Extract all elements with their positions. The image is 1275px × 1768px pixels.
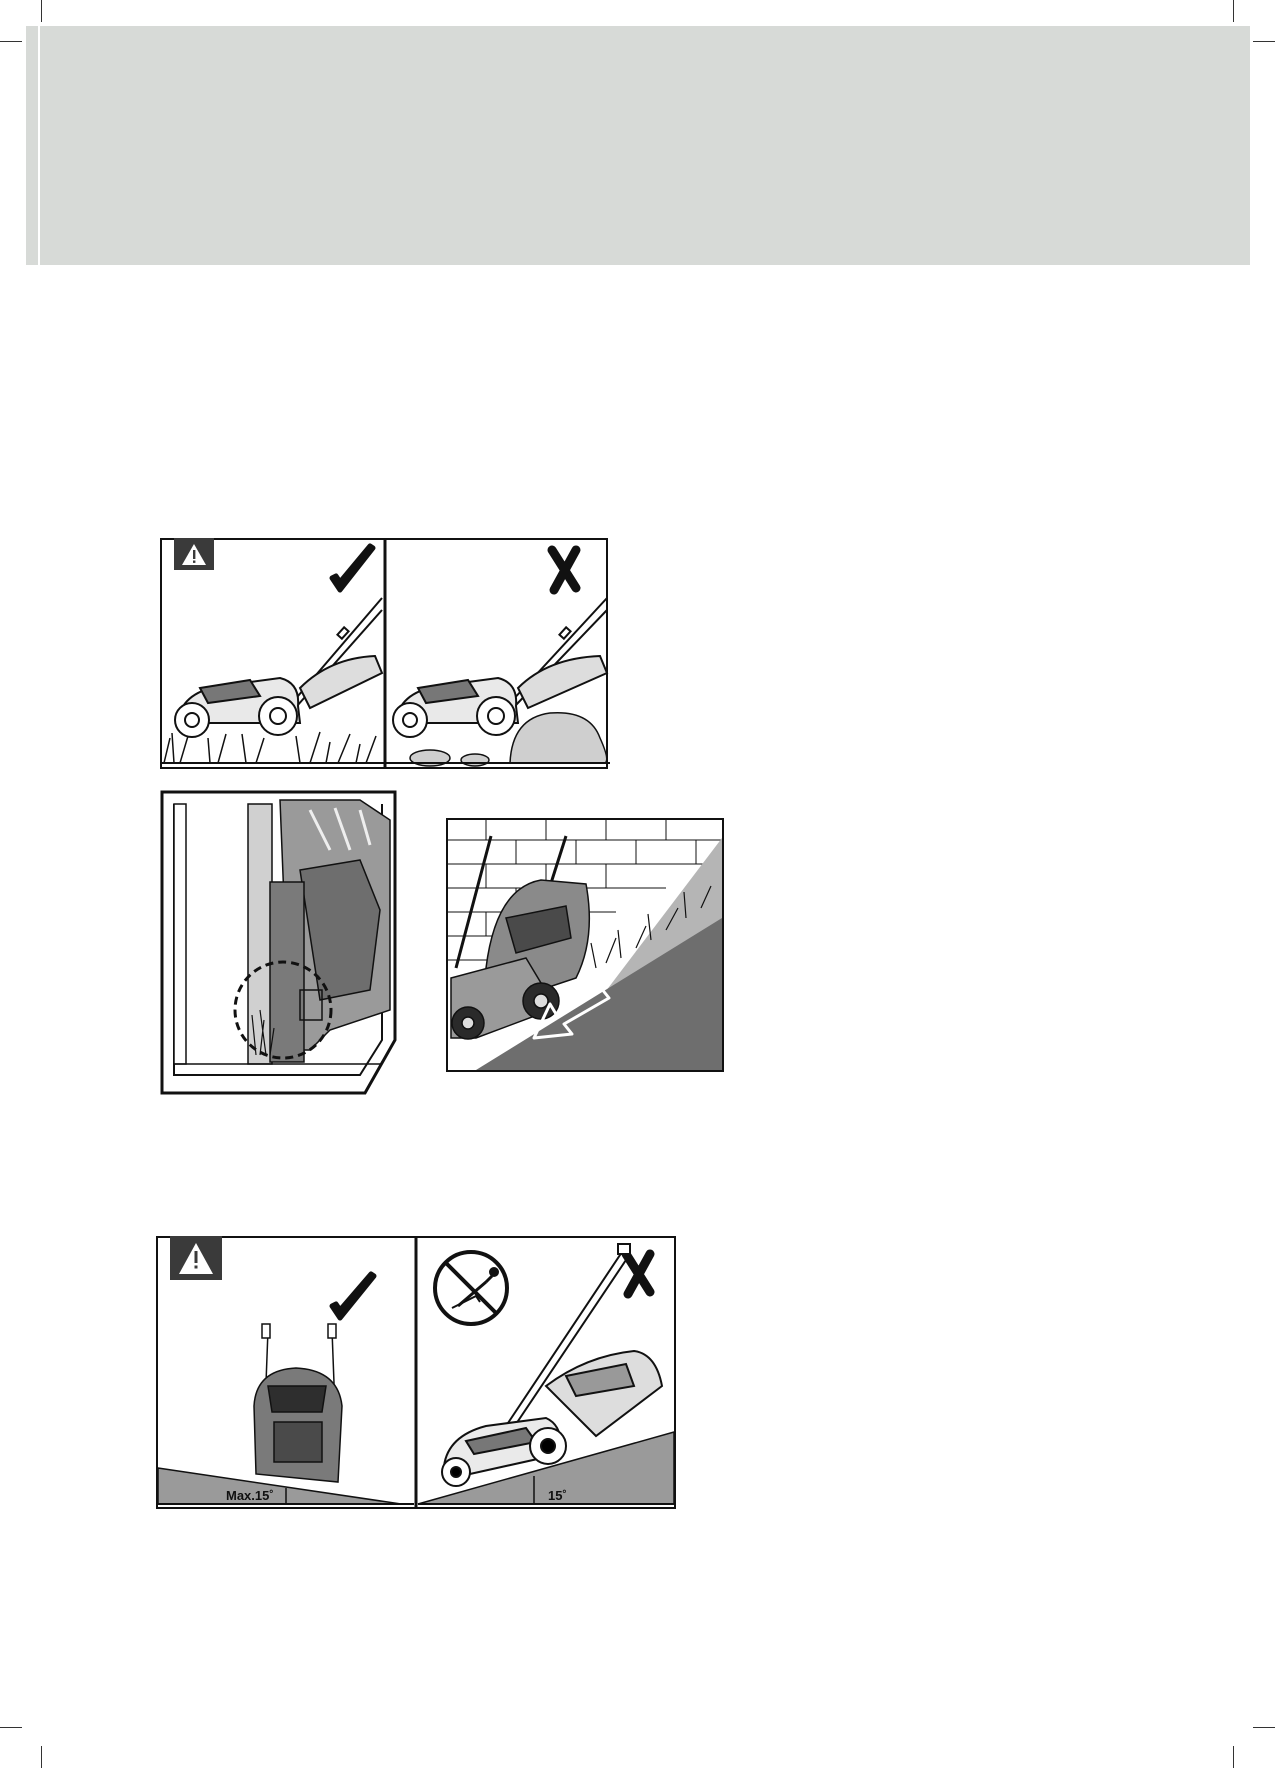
warning-triangle-icon [174,538,214,570]
crop-mark [41,1746,42,1768]
crop-mark [0,1727,22,1728]
crop-mark [1253,1727,1275,1728]
warning-triangle-icon [170,1236,222,1280]
slope-label-angle: 15˚ [548,1488,567,1503]
figure-wall-slope [446,818,724,1072]
figure-wall-edge [160,790,400,1096]
figure-terrain-check [160,538,610,770]
crop-mark [1233,0,1234,22]
crop-mark [0,41,22,42]
crop-mark [1253,41,1275,42]
header-band [26,26,1250,265]
slope-label-max: Max.15˚ [226,1488,274,1503]
crop-mark [1233,1746,1234,1768]
no-slip-prohibition-icon [435,1252,507,1324]
header-strip [38,26,40,265]
crop-mark [41,0,42,22]
figure-slope [156,1236,676,1510]
